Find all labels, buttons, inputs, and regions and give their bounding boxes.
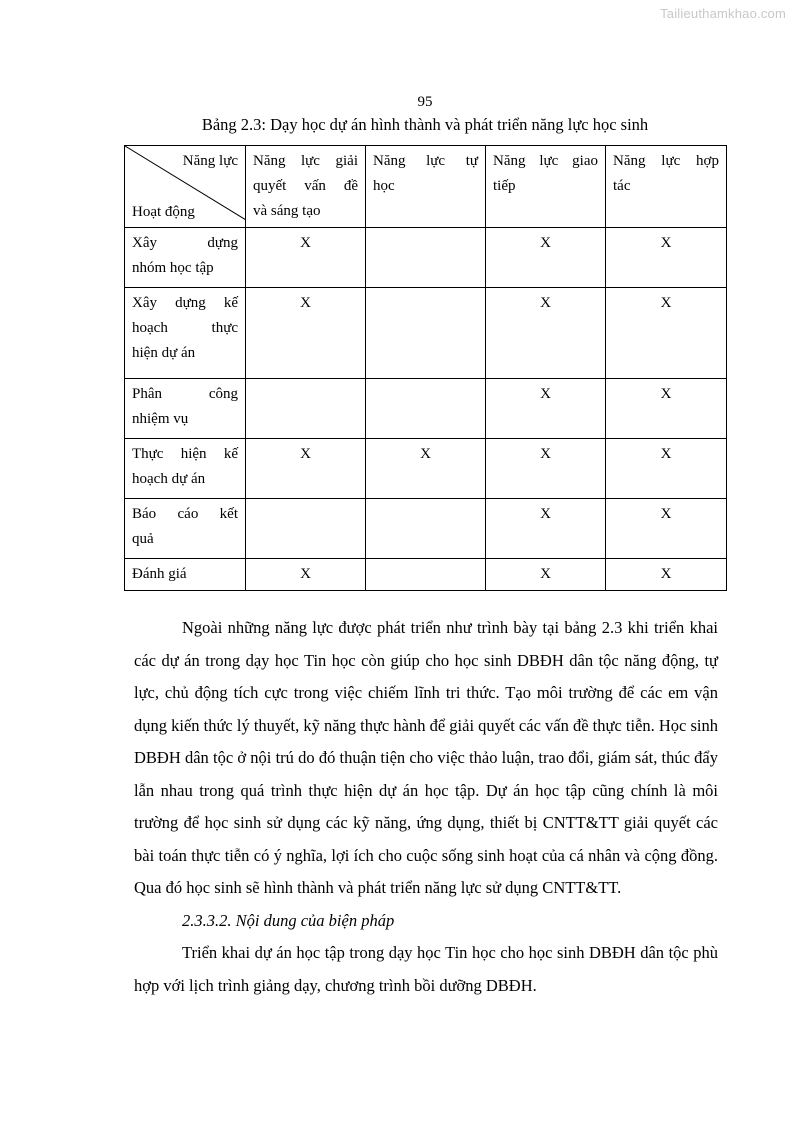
mark-cell: X — [606, 379, 727, 439]
mark-cell — [246, 499, 366, 559]
mark-cell — [366, 559, 486, 591]
table-row — [125, 379, 727, 439]
table-row — [125, 288, 727, 379]
corner-label-activity: Hoạt động — [132, 204, 195, 220]
activity-cell: Báo cáo kết quả — [125, 499, 246, 559]
activity-cell: Phân công nhiệm vụ — [125, 379, 246, 439]
mark-cell: X — [486, 379, 606, 439]
paragraph: Ngoài những năng lực được phát triển như trình bày tại bảng 2.3 khi triển khai các dự án trong dạy học Tin học còn giúp cho học sinh DBĐH dân tộc năng động, tự lực, chủ động tích cực trong việc chiếm lĩnh tri thức. Tạo môi trường để các em vận dụng kiến thức lý thuyết, kỹ năng thực hành để giải quyết các vấn đề thực tiễn. Học sinh DBĐH dân tộc ở nội trú do đó thuận tiện cho việc thảo luận, trao đổi, giám sát, thúc đẩy lẫn nhau trong quá trình thực hiện dự án học tập. Dự án học tập cũng chính là môi trường để học sinh sử dụng các kỹ năng, ứng dụng, thiết bị CNTT&TT giải quyết các bài toán thực tiễn có ý nghĩa, lợi ích cho cuộc sống sinh hoạt của cá nhân và cộng đồng. Qua đó học sinh sẽ hình thành và phát triển năng lực sử dụng CNTT&TT. — [134, 618, 719, 897]
mark-cell: X — [246, 288, 366, 379]
mark-cell: X — [486, 439, 606, 499]
mark-cell: X — [606, 439, 727, 499]
mark-cell — [246, 379, 366, 439]
mark-cell: X — [606, 499, 727, 559]
mark-cell: X — [486, 288, 606, 379]
mark-cell: X — [366, 439, 486, 499]
mark-cell: X — [246, 439, 366, 499]
diagonal-corner-cell — [125, 146, 246, 228]
activity-cell: Thực hiện kế hoạch dự án — [125, 439, 246, 499]
competency-table — [124, 145, 727, 591]
column-header: Năng lực tự học — [366, 146, 486, 228]
watermark: Tailieuthamkhao.com — [660, 6, 786, 21]
mark-cell: X — [486, 559, 606, 591]
column-header: Năng lực giải quyết vấn đề và sáng tạo — [246, 146, 366, 228]
mark-cell: X — [486, 228, 606, 288]
mark-cell — [366, 288, 486, 379]
mark-cell: X — [486, 499, 606, 559]
table-row — [125, 228, 727, 288]
body-text — [134, 612, 718, 1002]
mark-cell: X — [246, 559, 366, 591]
table-row — [125, 439, 727, 499]
mark-cell — [366, 228, 486, 288]
table-row — [125, 499, 727, 559]
paragraph: Triển khai dự án học tập trong dạy học Tin học cho học sinh DBĐH dân tộc phù hợp với lịch trình giảng dạy, chương trình bồi dưỡng DBĐH. — [134, 943, 718, 995]
section-heading: 2.3.3.2. Nội dung của biện pháp — [182, 910, 395, 930]
activity-cell: Đánh giá — [125, 559, 246, 591]
table-header-row — [125, 146, 727, 228]
table-caption: Bảng 2.3: Dạy học dự án hình thành và phát triển năng lực học sinh — [201, 115, 649, 134]
corner-label-competency: Năng lực — [182, 153, 238, 169]
activity-cell: Xây dựng nhóm học tập — [125, 228, 246, 288]
mark-cell: X — [606, 559, 727, 591]
mark-cell — [366, 379, 486, 439]
mark-cell: X — [606, 228, 727, 288]
mark-cell: X — [606, 288, 727, 379]
column-header: Năng lực hợp tác — [606, 146, 727, 228]
mark-cell — [366, 499, 486, 559]
column-header: Năng lực giao tiếp — [486, 146, 606, 228]
page-number: 95 — [417, 94, 433, 110]
mark-cell: X — [246, 228, 366, 288]
activity-cell: Xây dựng kế hoạch thực hiện dự án — [125, 288, 246, 379]
table-row — [125, 559, 727, 591]
